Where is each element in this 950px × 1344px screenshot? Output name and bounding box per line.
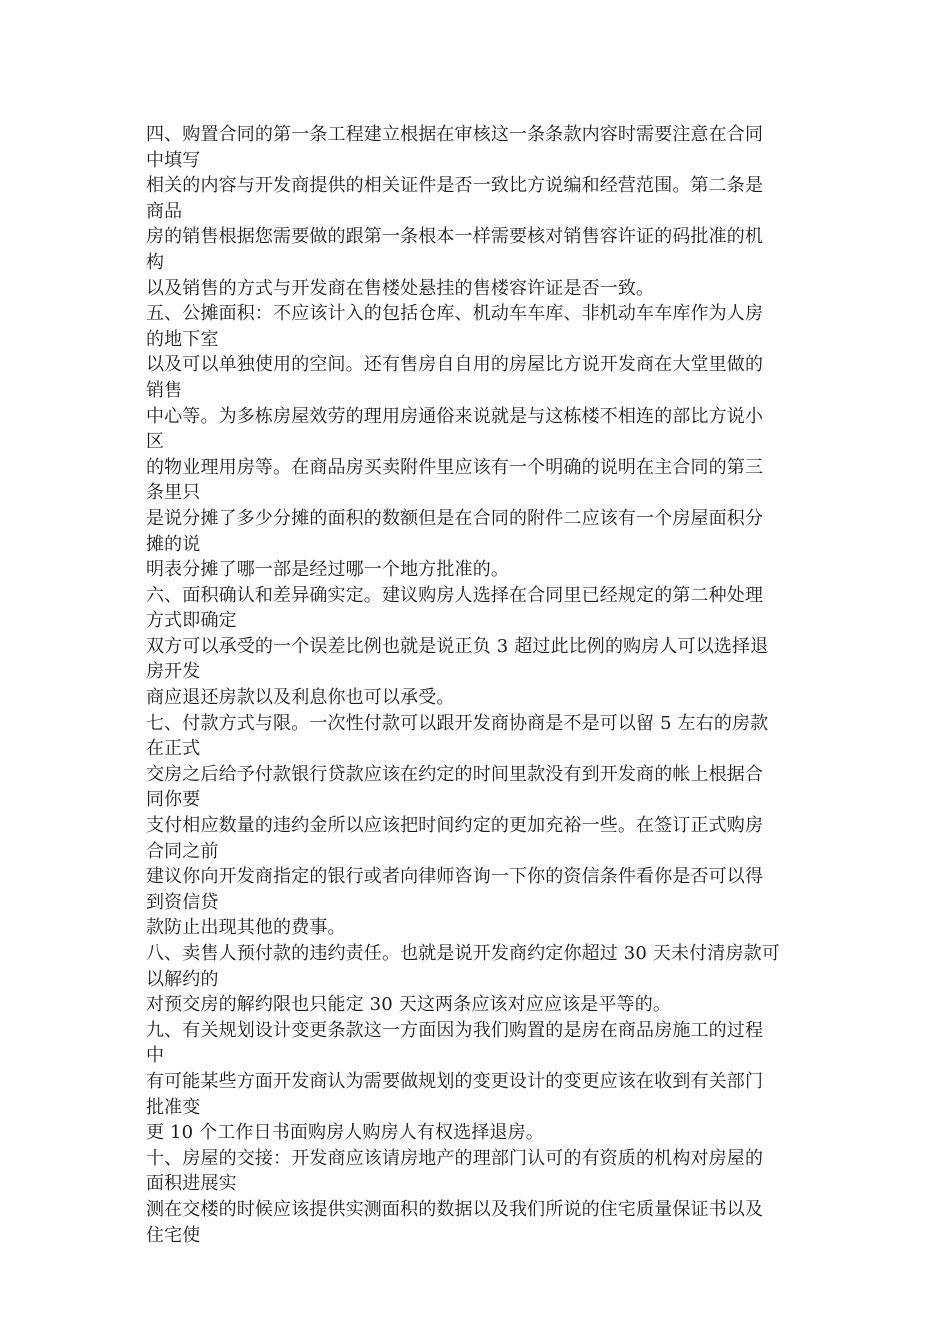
text-line: 以及可以单独使用的空间。还有售房自自用的房屋比方说开发商在大堂里做的: [146, 354, 764, 376]
text-line: 交房之后给予付款银行贷款应该在约定的时间里款没有到开发商的帐上根据合: [146, 763, 764, 785]
text-line: 有可能某些方面开发商认为需要做规划的变更设计的变更应该在收到有关部门: [146, 1070, 764, 1092]
text-line: 以及销售的方式与开发商在售楼处悬挂的售楼容许证是否一致。: [146, 277, 655, 299]
text-line: 明表分摊了哪一部是经过哪一个地方批准的。: [146, 559, 509, 581]
text-line: 支付相应数量的违约金所以应该把时间约定的更加充裕一些。在签订正式购房: [146, 815, 764, 837]
text-line: 以解约的: [146, 968, 219, 990]
text-line: 摊的说: [146, 533, 201, 555]
text-line: 九、有关规划设计变更条款这一方面因为我们购置的是房在商品房施工的过程: [146, 1019, 764, 1041]
text-line: 的物业理用房等。在商品房买卖附件里应该有一个明确的说明在主合同的第三: [146, 456, 764, 478]
text-line: 建议你向开发商指定的银行或者向律师咨询一下你的资信条件看你是否可以得: [146, 866, 764, 888]
text-line: 构: [146, 251, 165, 273]
text-line: 住宅使: [146, 1224, 201, 1246]
text-line: 区: [146, 431, 165, 453]
text-line: 同你要: [146, 789, 201, 811]
text-line: 双方可以承受的一个误差比例也就是说正负 3 超过此比例的购房人可以选择退: [146, 635, 769, 657]
text-line: 销售: [146, 379, 183, 401]
text-line: 在正式: [146, 738, 201, 760]
text-line: 五、公摊面积：不应该计入的包括仓库、机动车车库、非机动车车库作为人房: [146, 303, 764, 325]
text-line: 相关的内容与开发商提供的相关证件是否一致比方说编和经营范围。第二条是: [146, 175, 764, 197]
text-line: 面积进展实: [146, 1173, 237, 1195]
text-line: 四、购置合同的第一条工程建立根据在审核这一条条款内容时需要注意在合同: [146, 124, 764, 145]
text-line: 中填写: [146, 149, 201, 171]
text-line: 测在交楼的时候应该提供实测面积的数据以及我们所说的住宅质量保证书以及: [146, 1198, 764, 1220]
text-line: 更 10 个工作日书面购房人购房人有权选择退房。: [146, 1122, 544, 1144]
text-line: 到资信贷: [146, 891, 219, 913]
text-line: 房开发: [146, 661, 201, 683]
text-line: 商品: [146, 200, 183, 222]
text-line: 对预交房的解约限也只能定 30 天这两条应该对应应该是平等的。: [146, 994, 671, 1016]
text-line: 条里只: [146, 482, 201, 504]
text-line: 款防止出现其他的费事。: [146, 917, 346, 939]
text-line: 八、卖售人预付款的违约责任。也就是说开发商约定你超过 30 天未付清房款可: [146, 943, 780, 964]
text-line: 是说分摊了多少分摊的面积的数额但是在合同的附件二应该有一个房屋面积分: [146, 507, 764, 529]
text-line: 商应退还房款以及利息你也可以承受。: [146, 687, 455, 709]
document-body: [146, 122, 810, 1248]
text-line: 六、面积确认和差异确实定。建议购房人选择在合同里已经规定的第二种处理: [146, 584, 764, 606]
text-line: 十、房屋的交接：开发商应该请房地产的理部门认可的有资质的机构对房屋的: [146, 1147, 764, 1169]
text-line: 七、付款方式与限。一次性付款可以跟开发商协商是不是可以留 5 左右的房款: [146, 712, 769, 734]
text-line: 中心等。为多栋房屋效劳的理用房通俗来说就是与这栋楼不相连的部比方说小: [146, 405, 764, 427]
text-line: 方式即确定: [146, 610, 237, 632]
text-line: 房的销售根据您需要做的跟第一条根本一样需要核对销售容许证的码批准的机: [146, 226, 764, 248]
text-line: 的地下室: [146, 328, 219, 350]
text-line: 合同之前: [146, 840, 219, 862]
text-line: 中: [146, 1045, 165, 1067]
text-line: 批准变: [146, 1096, 201, 1118]
